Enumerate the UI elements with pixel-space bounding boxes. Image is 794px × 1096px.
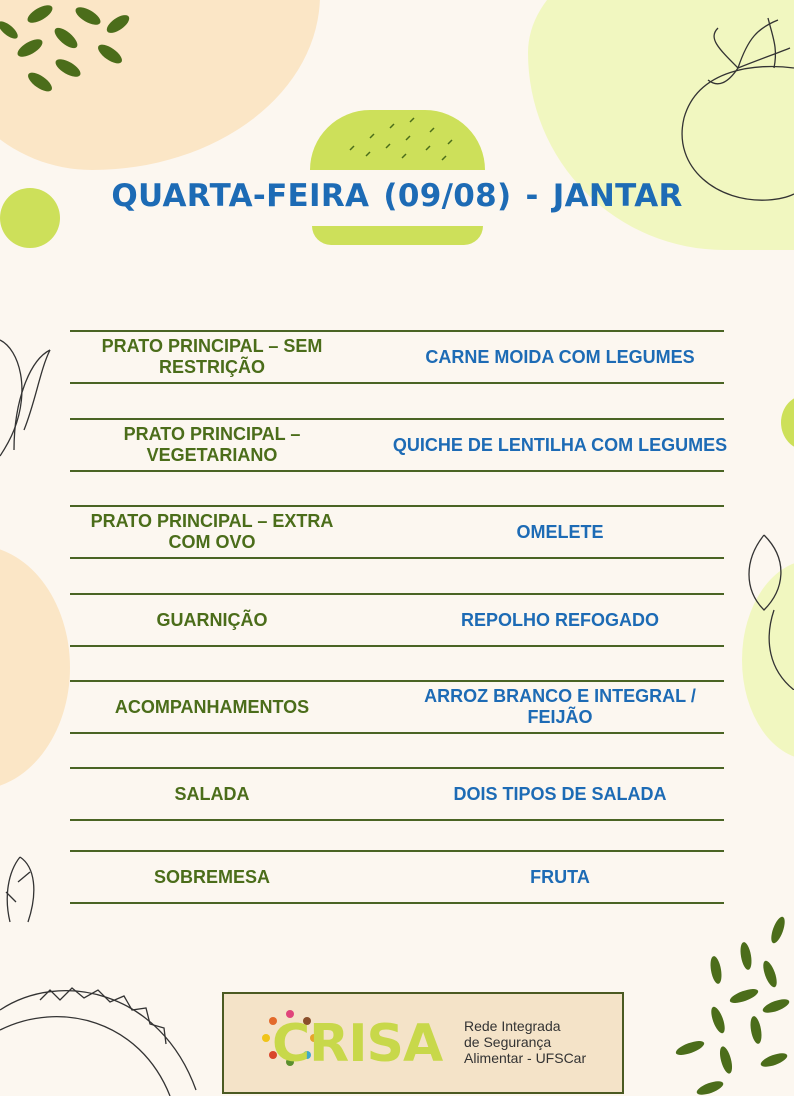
menu-value: OMELETE xyxy=(516,521,604,542)
decor-peach-blob-left xyxy=(0,545,70,790)
sesame-icon xyxy=(310,110,485,170)
menu-row xyxy=(70,680,724,734)
logo-line: de Segurança xyxy=(464,1034,552,1050)
menu-label: PRATO PRINCIPAL – EXTRA COM OVO xyxy=(90,511,334,552)
lettuce-icon xyxy=(0,852,40,932)
menu-value: QUICHE DE LENTILHA COM LEGUMES xyxy=(392,434,728,455)
seeds-icon xyxy=(0,0,140,100)
menu-row xyxy=(70,593,724,647)
menu-row xyxy=(70,767,724,821)
leaf-icon xyxy=(744,530,794,690)
menu-value: DOIS TIPOS DE SALADA xyxy=(453,783,667,804)
logo-line: Rede Integrada xyxy=(464,1018,561,1034)
menu-row xyxy=(70,505,724,559)
taco-icon xyxy=(0,980,200,1096)
logo-line: Alimentar - UFSCar xyxy=(464,1050,587,1066)
lettuce-icon xyxy=(0,330,56,460)
menu-value: CARNE MOIDA COM LEGUMES xyxy=(425,346,695,367)
menu-value: ARROZ BRANCO E INTEGRAL / FEIJÃO xyxy=(424,686,696,727)
menu-value: FRUTA xyxy=(530,866,590,887)
menu-value: REPOLHO REFOGADO xyxy=(460,609,659,630)
decor-lime-circle-right xyxy=(781,395,794,450)
menu-label: ACOMPANHAMENTOS xyxy=(114,696,310,717)
menu-label: PRATO PRINCIPAL – VEGETARIANO xyxy=(123,424,301,465)
menu-label: SALADA xyxy=(174,783,250,804)
menu-row xyxy=(70,330,724,384)
bun-top-decor xyxy=(310,110,485,170)
seeds-icon xyxy=(670,910,794,1096)
menu-label: SOBREMESA xyxy=(153,866,270,887)
logo-caption xyxy=(464,1018,586,1066)
menu-label: GUARNIÇÃO xyxy=(156,609,268,630)
logo-wordmark: CRISA xyxy=(272,1014,443,1074)
menu-row xyxy=(70,418,728,472)
page-title: QUARTA-FEIRA (09/08) - JANTAR xyxy=(111,178,683,214)
crisa-logo xyxy=(222,992,624,1094)
menu-label: PRATO PRINCIPAL – SEM RESTRIÇÃO xyxy=(101,336,323,377)
menu-row xyxy=(70,850,724,904)
bun-bottom-decor xyxy=(312,226,483,245)
